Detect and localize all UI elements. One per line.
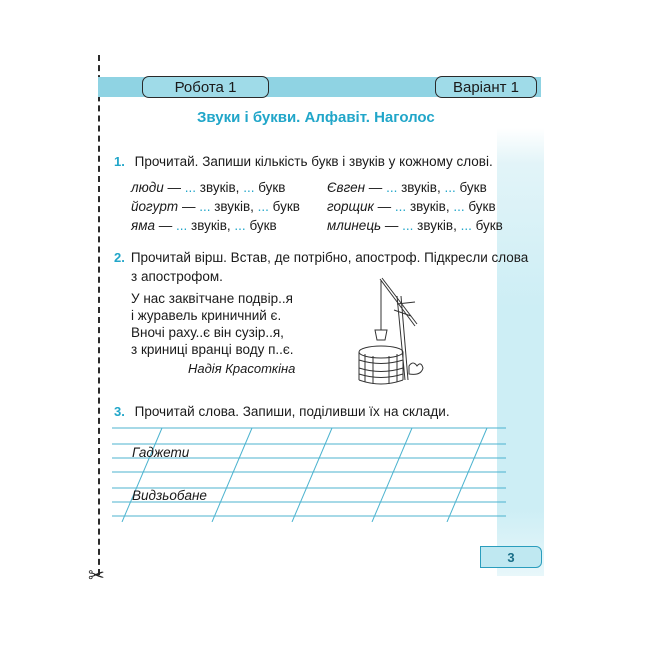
- task1-row: яма — ... звуків, ... букв: [131, 218, 277, 233]
- task1-instruction: Прочитай. Запиши кількість букв і звуків у кожному слові.: [134, 154, 493, 169]
- task2-heading: [114, 248, 529, 286]
- task1-heading: [114, 152, 493, 171]
- variant-tab: [435, 76, 537, 98]
- task3-heading: [114, 402, 450, 421]
- task1-row: млинець — ... звуків, ... букв: [327, 218, 503, 233]
- task1-row: йогурт — ... звуків, ... букв: [131, 199, 300, 214]
- variant-label: Варіант 1: [452, 78, 520, 96]
- task1-row: горщик — ... звуків, ... букв: [327, 199, 496, 214]
- task1-number: 1.: [114, 154, 125, 169]
- work-label: Робота 1: [174, 78, 237, 96]
- well-illustration-icon: [345, 268, 425, 388]
- syllable-word: Видзьобане: [132, 488, 207, 503]
- poem-line: і журавель криничний є.: [131, 308, 282, 323]
- task1-row: люди — ... звуків, ... букв: [131, 180, 286, 195]
- poem-line: з криниці вранці воду п..є.: [131, 342, 294, 357]
- task3-number: 3.: [114, 404, 125, 419]
- poem-author: Надія Красоткіна: [188, 361, 296, 376]
- poem-line: Вночі раху..є він сузір..я,: [131, 325, 284, 340]
- task2-instruction: Прочитай вірш. Встав, де потрібно, апостроф. Підкресли слова: [130, 250, 529, 265]
- work-tab: [142, 76, 269, 98]
- syllable-word: Гаджети: [132, 445, 190, 460]
- poem: [131, 290, 294, 358]
- cut-line: [98, 55, 100, 575]
- writing-lines: [112, 426, 506, 522]
- task2-number: 2.: [114, 250, 125, 265]
- task3-instruction: Прочитай слова. Запиши, поділивши їх на склади.: [134, 404, 450, 419]
- task1-row: Євген — ... звуків, ... букв: [327, 180, 487, 195]
- scissors-icon: ✂: [88, 565, 105, 587]
- page-number: 3: [480, 546, 542, 568]
- task2-instruction-cont: з апострофом.: [131, 269, 223, 284]
- poem-line: У нас заквітчане подвір..я: [131, 291, 293, 306]
- page-title: Звуки і букви. Алфавіт. Наголос: [197, 109, 435, 126]
